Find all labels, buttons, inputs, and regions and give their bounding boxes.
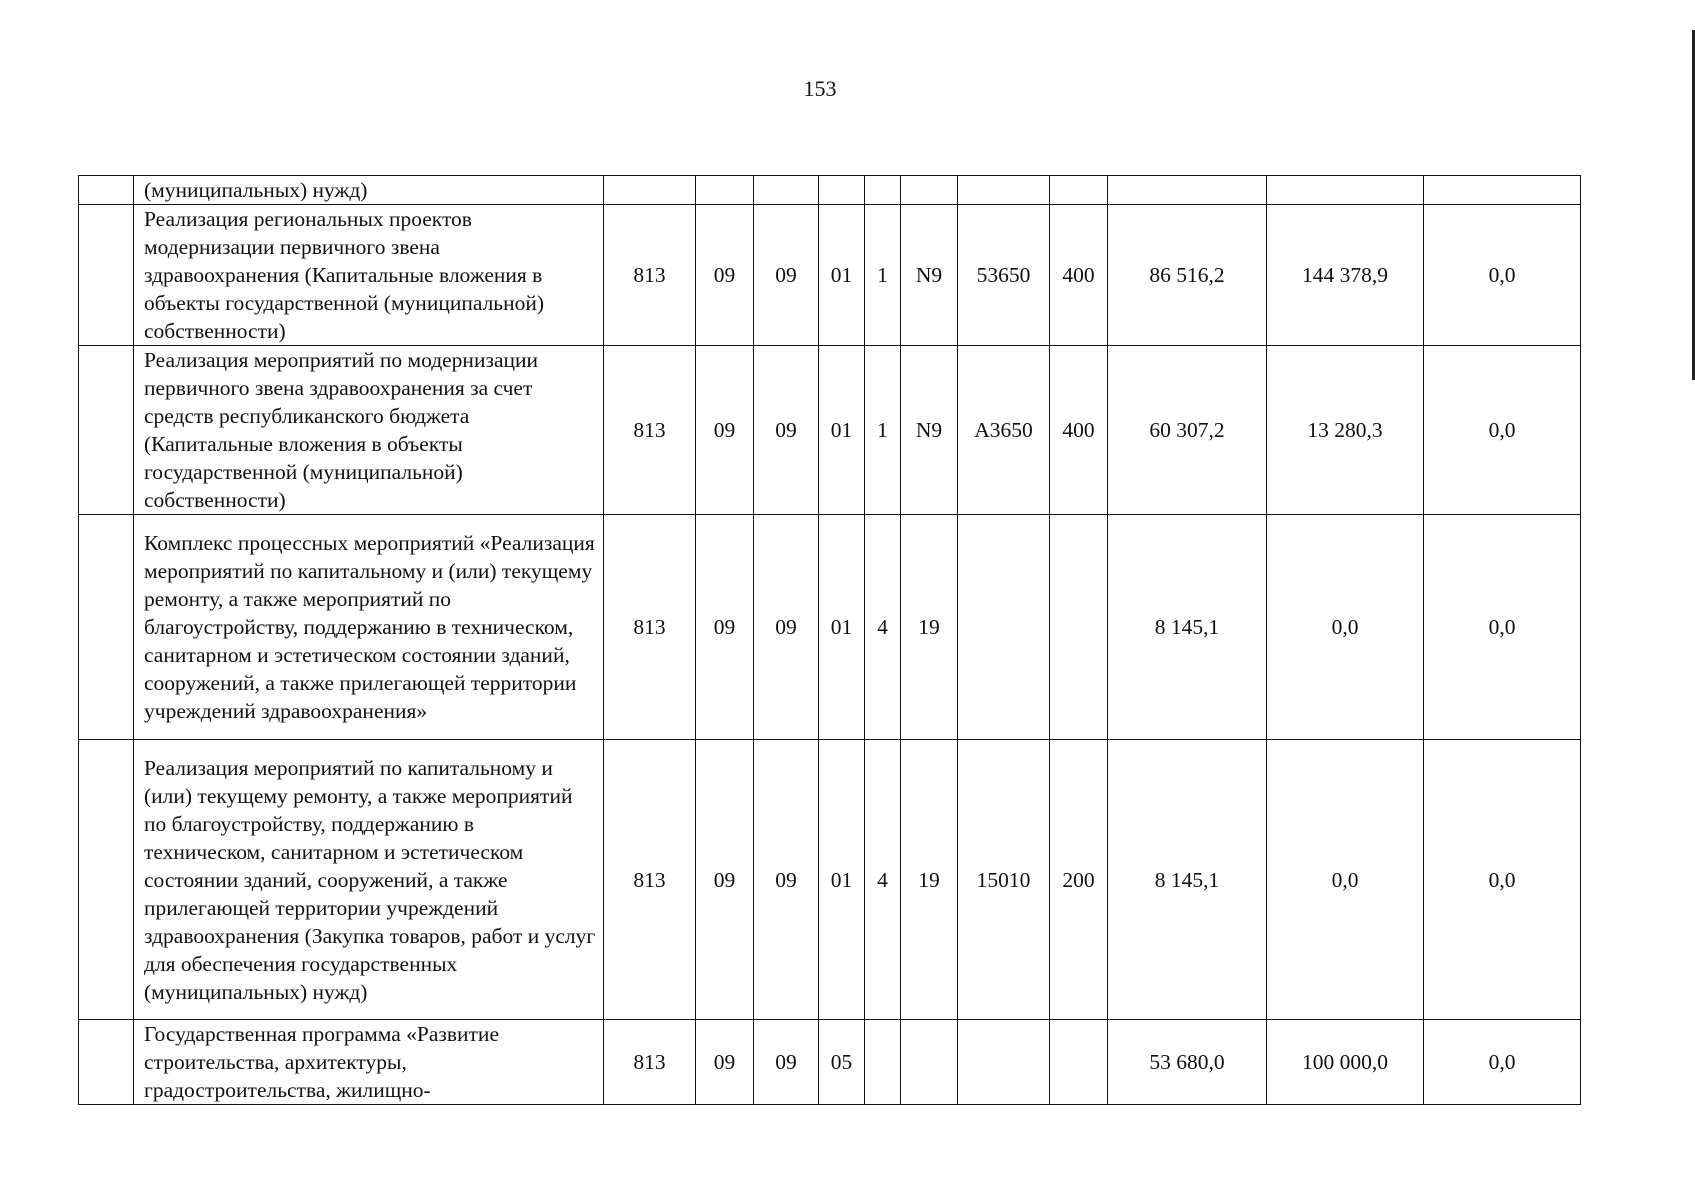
table-row bbox=[79, 515, 1581, 740]
program-cell: 01 bbox=[819, 346, 865, 515]
subsection-cell: 09 bbox=[754, 515, 819, 740]
name-cell: Реализация мероприятий по капитальному и (или) текущему ремонту, а также мероприятий по благоустройству, поддержанию в техническом, санитарном и эстетическом состоянии зданий, сооружений, а также прилегающей территории учреждений здравоохранения (Закупка товаров, работ и услуг для обеспечения государственных (муниципальных) нужд) bbox=[134, 740, 604, 1020]
year3-cell: 0,0 bbox=[1424, 346, 1581, 515]
program-cell: 01 bbox=[819, 515, 865, 740]
direction-cell: 15010 bbox=[958, 740, 1050, 1020]
structural-element-cell bbox=[901, 1020, 958, 1105]
subprogram-type-cell: 4 bbox=[865, 740, 901, 1020]
expense-type-cell bbox=[1050, 176, 1108, 205]
name-cell: Реализация региональных проектов модернизации первичного звена здравоохранения (Капитальные вложения в объекты государственной (муниципальной) собственности) bbox=[134, 205, 604, 346]
subprogram-type-cell: 4 bbox=[865, 515, 901, 740]
expense-type-cell bbox=[1050, 515, 1108, 740]
number-cell bbox=[79, 1020, 134, 1105]
program-cell: 01 bbox=[819, 205, 865, 346]
code-cell: 813 bbox=[604, 205, 696, 346]
table-row bbox=[79, 346, 1581, 515]
expense-type-cell bbox=[1050, 1020, 1108, 1105]
expense-type-cell: 400 bbox=[1050, 205, 1108, 346]
direction-cell bbox=[958, 176, 1050, 205]
section-cell: 09 bbox=[696, 346, 754, 515]
year2-cell: 144 378,9 bbox=[1267, 205, 1424, 346]
structural-element-cell bbox=[901, 176, 958, 205]
subsection-cell: 09 bbox=[754, 205, 819, 346]
year1-cell: 60 307,2 bbox=[1108, 346, 1267, 515]
table-row bbox=[79, 740, 1581, 1020]
year2-cell: 13 280,3 bbox=[1267, 346, 1424, 515]
name-cell: (муниципальных) нужд) bbox=[134, 176, 604, 205]
direction-cell: 53650 bbox=[958, 205, 1050, 346]
expense-type-cell: 400 bbox=[1050, 346, 1108, 515]
name-cell: Реализация мероприятий по модернизации первичного звена здравоохранения за счет средств республиканского бюджета (Капитальные вложения в объекты государственной (муниципальной) собственности) bbox=[134, 346, 604, 515]
year2-cell: 100 000,0 bbox=[1267, 1020, 1424, 1105]
year3-cell: 0,0 bbox=[1424, 740, 1581, 1020]
year1-cell: 8 145,1 bbox=[1108, 515, 1267, 740]
subsection-cell: 09 bbox=[754, 1020, 819, 1105]
section-cell: 09 bbox=[696, 1020, 754, 1105]
structural-element-cell: 19 bbox=[901, 740, 958, 1020]
name-cell: Комплекс процессных мероприятий «Реализация мероприятий по капитальному и (или) текущему ремонту, а также мероприятий по благоустройству, поддержанию в техническом, санитарном и эстетическом состоянии зданий, сооружений, а также прилегающей территории учреждений здравоохранения» bbox=[134, 515, 604, 740]
direction-cell: A3650 bbox=[958, 346, 1050, 515]
structural-element-cell: N9 bbox=[901, 205, 958, 346]
program-cell: 01 bbox=[819, 740, 865, 1020]
year1-cell: 8 145,1 bbox=[1108, 740, 1267, 1020]
table-row bbox=[79, 205, 1581, 346]
program-cell bbox=[819, 176, 865, 205]
subsection-cell: 09 bbox=[754, 740, 819, 1020]
year1-cell bbox=[1108, 176, 1267, 205]
code-cell bbox=[604, 176, 696, 205]
number-cell bbox=[79, 740, 134, 1020]
code-cell: 813 bbox=[604, 740, 696, 1020]
number-cell bbox=[79, 346, 134, 515]
year3-cell: 0,0 bbox=[1424, 515, 1581, 740]
structural-element-cell: N9 bbox=[901, 346, 958, 515]
code-cell: 813 bbox=[604, 1020, 696, 1105]
subsection-cell: 09 bbox=[754, 346, 819, 515]
number-cell bbox=[79, 176, 134, 205]
structural-element-cell: 19 bbox=[901, 515, 958, 740]
number-cell bbox=[79, 515, 134, 740]
section-cell: 09 bbox=[696, 740, 754, 1020]
table-row bbox=[79, 1020, 1581, 1105]
subprogram-type-cell bbox=[865, 176, 901, 205]
year3-cell bbox=[1424, 176, 1581, 205]
year2-cell bbox=[1267, 176, 1424, 205]
year1-cell: 53 680,0 bbox=[1108, 1020, 1267, 1105]
year2-cell: 0,0 bbox=[1267, 515, 1424, 740]
direction-cell bbox=[958, 1020, 1050, 1105]
subprogram-type-cell: 1 bbox=[865, 346, 901, 515]
subsection-cell bbox=[754, 176, 819, 205]
subprogram-type-cell: 1 bbox=[865, 205, 901, 346]
direction-cell bbox=[958, 515, 1050, 740]
year3-cell: 0,0 bbox=[1424, 1020, 1581, 1105]
section-cell: 09 bbox=[696, 205, 754, 346]
year2-cell: 0,0 bbox=[1267, 740, 1424, 1020]
number-cell bbox=[79, 205, 134, 346]
section-cell bbox=[696, 176, 754, 205]
table-row bbox=[79, 176, 1581, 205]
program-cell: 05 bbox=[819, 1020, 865, 1105]
page-number: 153 bbox=[803, 76, 837, 101]
subprogram-type-cell bbox=[865, 1020, 901, 1105]
section-cell: 09 bbox=[696, 515, 754, 740]
expense-type-cell: 200 bbox=[1050, 740, 1108, 1020]
code-cell: 813 bbox=[604, 346, 696, 515]
year1-cell: 86 516,2 bbox=[1108, 205, 1267, 346]
code-cell: 813 bbox=[604, 515, 696, 740]
name-cell: Государственная программа «Развитие строительства, архитектуры, градостроительства, жилищно- bbox=[134, 1020, 604, 1105]
year3-cell: 0,0 bbox=[1424, 205, 1581, 346]
budget-table bbox=[78, 175, 1581, 1105]
